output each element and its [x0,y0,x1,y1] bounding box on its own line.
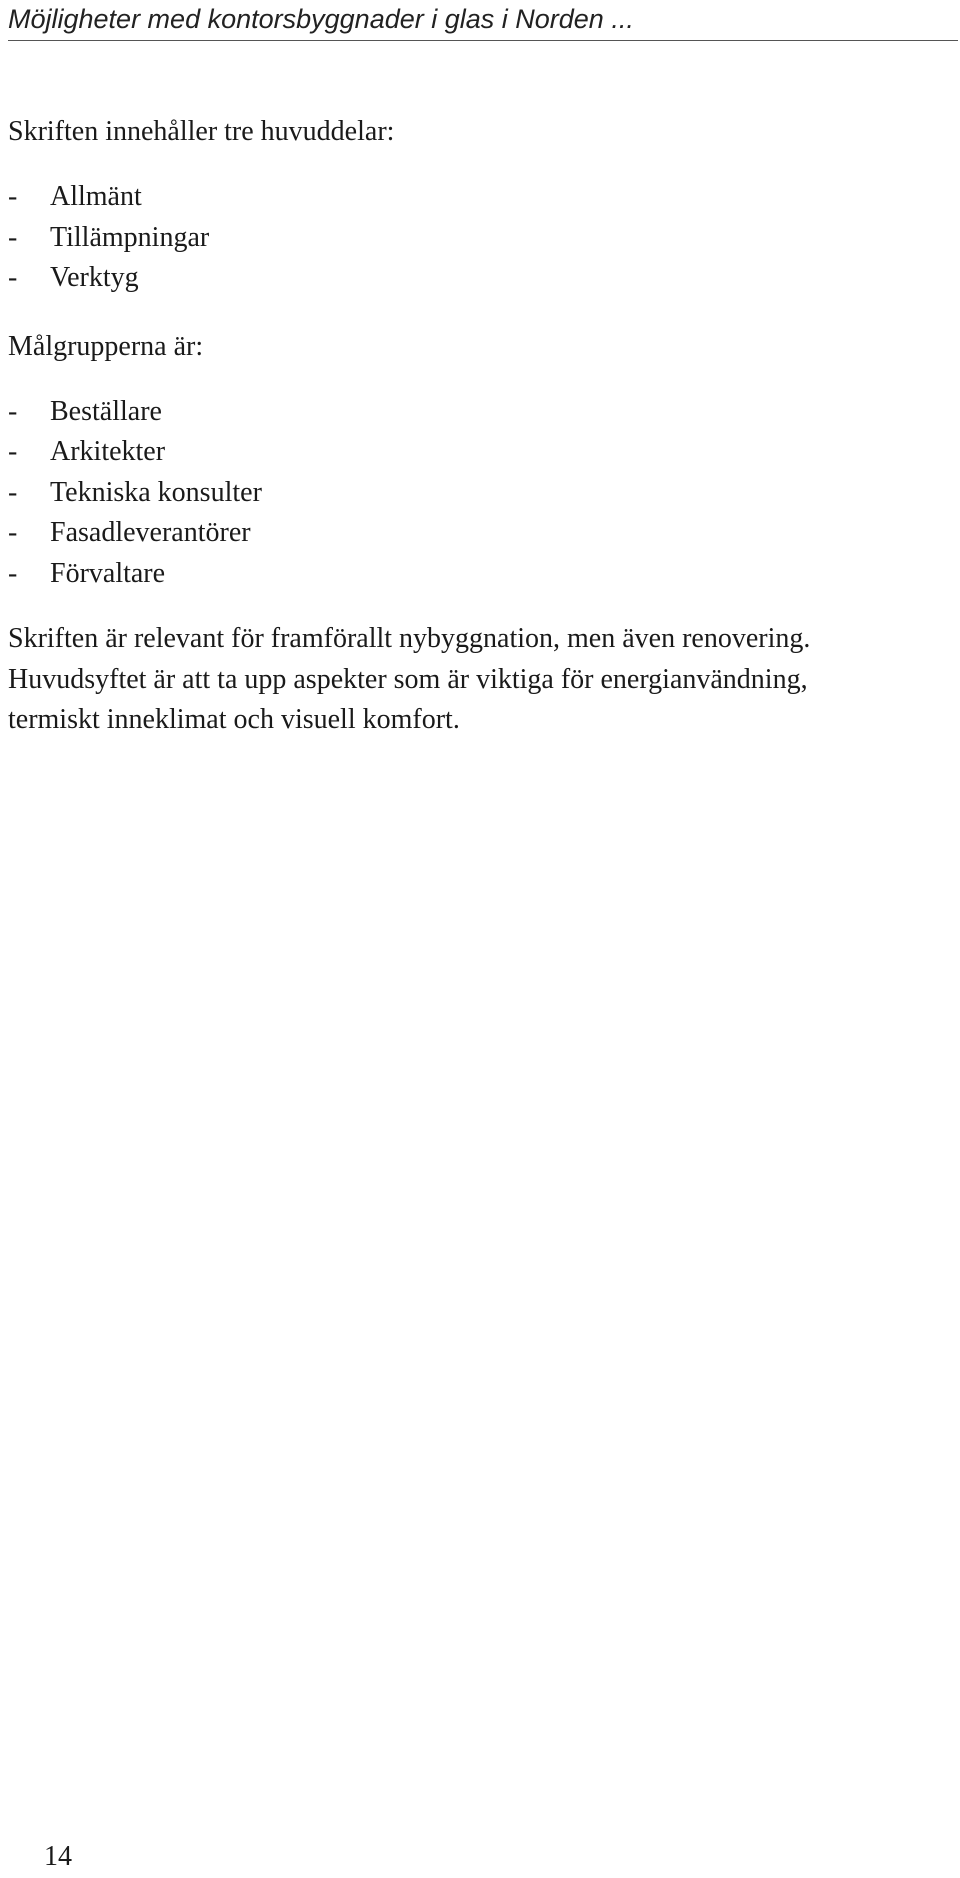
page-content [8,112,953,741]
list-marker: - [8,221,18,253]
list-marker: - [8,395,18,427]
list-item: - Verktyg [8,258,953,299]
list-item: - Fasadleverantörer [8,513,953,554]
body-line: termiskt inneklimat och visuell komfort. [8,704,460,735]
list-item: - Arkitekter [8,432,953,473]
target-groups-heading: Målgrupperna är: [8,330,204,362]
list-marker: - [8,262,18,293]
main-parts-heading: Skriften innehåller tre huvuddelar: [8,116,395,147]
list-marker: - [8,436,18,467]
main-parts-list [8,177,953,299]
list-item: - Beställare [8,392,953,433]
list-marker: - [8,517,18,548]
body-line: Huvudsyftet är att ta upp aspekter som är viktiga för energianvändning, [8,663,808,695]
running-header [8,0,958,41]
list-item: - Tillämpningar [8,218,953,259]
running-header-title: Möjligheter med kontorsbyggnader i glas i Norden ... [8,4,634,34]
list-item: - Tekniska konsulter [8,473,953,514]
target-groups-list [8,392,953,595]
page-number: 14 [44,1841,72,1872]
list-marker: - [8,557,18,589]
list-item: - Förvaltare [8,554,953,595]
list-marker: - [8,476,18,508]
body-paragraph [8,619,953,741]
list-marker: - [8,181,18,212]
body-line: Skriften är relevant för framförallt nybyggnation, men även renovering. [8,623,811,654]
list-item: - Allmänt [8,177,953,218]
